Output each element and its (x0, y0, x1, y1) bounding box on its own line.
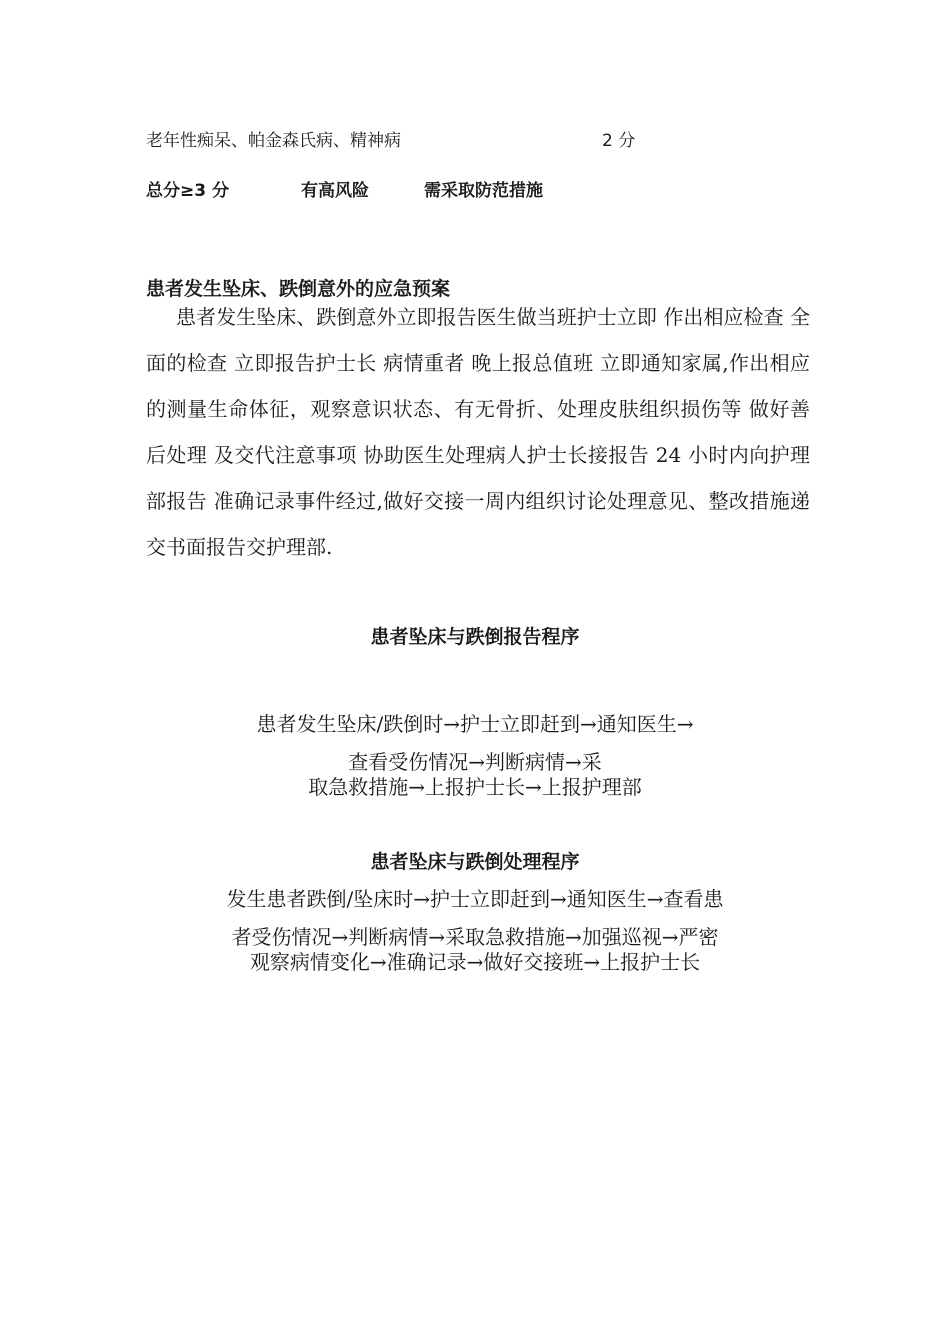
emergency-plan-body: 患者发生坠床、跌倒意外立即报告医生做当班护士立即 作出相应检查 全面的检查 立即报告护士长 病情重者 晚上报总值班 立即通知家属,作出相应的测量生命体征，观察意识状态、有无骨折、处理皮肤组织损伤等 做好善后处理 及交代注意事项 协助医生处理病人护士长接报告 24 小时内向护理部报告 准确记录事件经过,做好交接一周内组织讨论处理意见、整改措施递交书面报告交护理部. (146, 305, 810, 559)
risk-total-level: 有高风险 (301, 181, 369, 201)
handling-procedure-line: 者受伤情况→判断病情→采取急救措施→加强巡视→严密 (231, 925, 719, 949)
report-procedure-line: 患者发生坠床/跌倒时→护士立即赶到→通知医生→ (256, 712, 694, 736)
risk-total-line (146, 176, 543, 201)
risk-item-points: 2 分 (602, 131, 636, 151)
risk-item-label: 老年性痴呆、帕金森氏病、精神病 (146, 131, 401, 151)
handling-procedure-title: 患者坠床与跌倒处理程序 (370, 851, 580, 873)
risk-score-item (146, 126, 636, 151)
handling-procedure-line: 观察病情变化→准确记录→做好交接班→上报护士长 (249, 950, 701, 974)
handling-procedure-line: 发生患者跌倒/坠床时→护士立即赶到→通知医生→查看患 (226, 887, 724, 911)
risk-total-action: 需采取防范措施 (424, 181, 543, 201)
report-procedure-line: 取急救措施→上报护士长→上报护理部 (308, 775, 642, 799)
report-procedure-line: 查看受伤情况→判断病情→采 (348, 750, 602, 774)
risk-total-label: 总分≥3 分 (146, 181, 229, 201)
report-procedure-title: 患者坠床与跌倒报告程序 (370, 626, 580, 648)
emergency-plan-title: 患者发生坠床、跌倒意外的应急预案 (146, 278, 451, 300)
